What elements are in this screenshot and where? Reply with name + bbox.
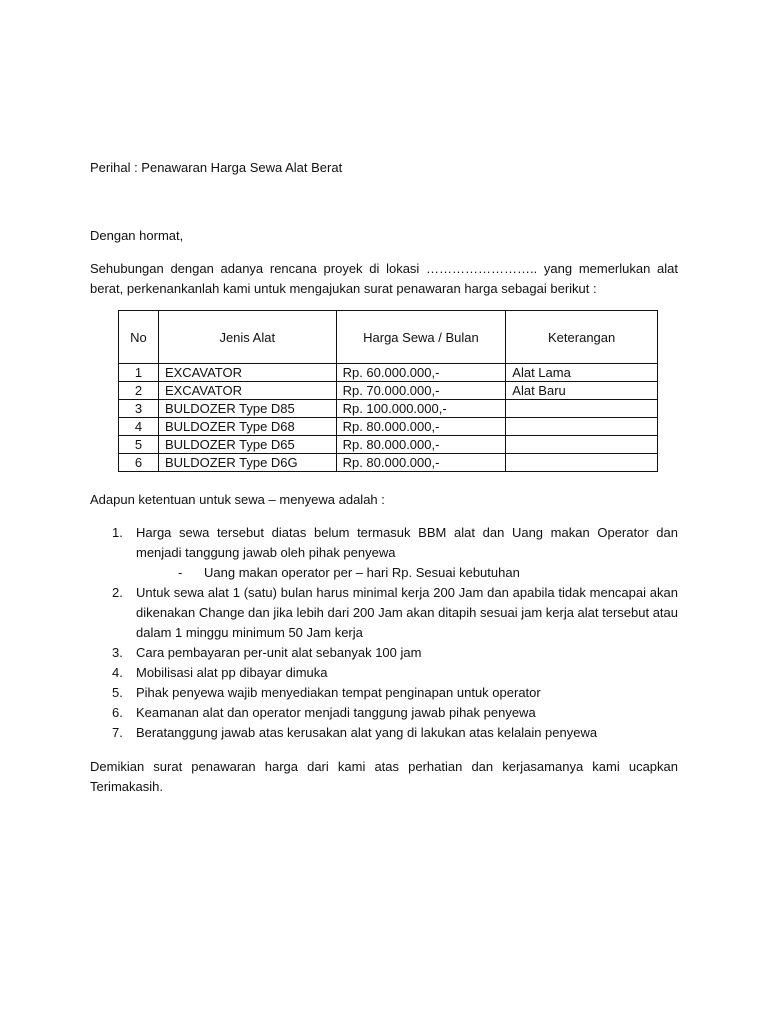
row-jenis-alat: BULDOZER Type D65 xyxy=(158,436,336,454)
item-text: Cara pembayaran per-unit alat sebanyak 100 jam xyxy=(136,645,422,660)
table-row xyxy=(119,418,658,436)
row-keterangan xyxy=(506,418,658,436)
table-row xyxy=(119,364,658,382)
list-item xyxy=(90,703,678,723)
row-no: 4 xyxy=(119,418,159,436)
table-header-row xyxy=(119,311,658,364)
item-number: 2. xyxy=(112,585,123,600)
list-item xyxy=(90,723,678,743)
row-keterangan: Alat Lama xyxy=(506,364,658,382)
item-text: Beratanggung jawab atas kerusakan alat yang di lakukan atas kelalain penyewa xyxy=(136,725,598,740)
item-text: Harga sewa tersebut diatas belum termasuk BBM alat dan Uang makan Operator dan menjadi tanggung jawab oleh pihak penyewa xyxy=(136,525,678,560)
item-number: 4. xyxy=(112,665,123,680)
row-harga: Rp. 80.000.000,- xyxy=(336,418,506,436)
subject-line: Perihal : Penawaran Harga Sewa Alat Berat xyxy=(90,160,343,175)
row-no: 2 xyxy=(119,382,159,400)
item-text: Untuk sewa alat 1 (satu) bulan harus minimal kerja 200 Jam dan apabila tidak mencapai akan dikenakan Change dan jika lebih dari 200 Jam akan ditapih sesuai jam kerja alat tersebut atau dalam 1 minggu minimum 50 Jam kerja xyxy=(136,585,679,640)
row-jenis-alat: BULDOZER Type D68 xyxy=(158,418,336,436)
row-keterangan xyxy=(506,436,658,454)
row-keterangan xyxy=(506,400,658,418)
sub-item-text: Uang makan operator per – hari Rp. Sesuai kebutuhan xyxy=(204,565,520,580)
table-row xyxy=(119,400,658,418)
row-keterangan: Alat Baru xyxy=(506,382,658,400)
row-jenis-alat: BULDOZER Type D85 xyxy=(158,400,336,418)
list-item xyxy=(90,663,678,683)
row-no: 5 xyxy=(119,436,159,454)
closing-paragraph: Demikian surat penawaran harga dari kami atas perhatian dan kerjasamanya kami ucapkan Terimakasih. xyxy=(90,759,678,794)
table-row xyxy=(119,382,658,400)
header-harga-sewa: Harga Sewa / Bulan xyxy=(336,311,506,364)
header-keterangan: Keterangan xyxy=(506,311,658,364)
item-number: 5. xyxy=(112,685,123,700)
item-number: 7. xyxy=(112,725,123,740)
header-no: No xyxy=(119,311,159,364)
row-jenis-alat: EXCAVATOR xyxy=(158,382,336,400)
header-jenis-alat: Jenis Alat xyxy=(158,311,336,364)
row-harga: Rp. 100.000.000,- xyxy=(336,400,506,418)
rental-price-table xyxy=(118,310,658,472)
row-harga: Rp. 70.000.000,- xyxy=(336,382,506,400)
list-item xyxy=(90,643,678,663)
item-text: Keamanan alat dan operator menjadi tanggung jawab pihak penyewa xyxy=(136,705,536,720)
list-item xyxy=(90,683,678,703)
row-jenis-alat: BULDOZER Type D6G xyxy=(158,454,336,472)
table-row xyxy=(119,436,658,454)
terms-list xyxy=(90,523,678,743)
terms-intro: Adapun ketentuan untuk sewa – menyewa adalah : xyxy=(90,492,385,507)
greeting: Dengan hormat, xyxy=(90,228,184,243)
row-jenis-alat: EXCAVATOR xyxy=(158,364,336,382)
row-harga: Rp. 80.000.000,- xyxy=(336,454,506,472)
row-no: 1 xyxy=(119,364,159,382)
list-item xyxy=(90,523,678,583)
item-text: Pihak penyewa wajib menyediakan tempat penginapan untuk operator xyxy=(136,685,541,700)
table-row xyxy=(119,454,658,472)
sub-list-item: - Uang makan operator per – hari Rp. Sesuai kebutuhan xyxy=(178,565,520,580)
item-text: Mobilisasi alat pp dibayar dimuka xyxy=(136,665,328,680)
row-no: 3 xyxy=(119,400,159,418)
item-number: 6. xyxy=(112,705,123,720)
sub-list xyxy=(136,563,678,583)
intro-paragraph: Sehubungan dengan adanya rencana proyek di lokasi …………………….. yang memerlukan alat berat, perkenankanlah kami untuk mengajukan surat penawaran harga sebagai berikut : xyxy=(90,261,678,296)
row-no: 6 xyxy=(119,454,159,472)
row-harga: Rp. 80.000.000,- xyxy=(336,436,506,454)
item-number: 1. xyxy=(112,525,123,540)
item-number: 3. xyxy=(112,645,123,660)
list-item xyxy=(90,583,678,643)
row-harga: Rp. 60.000.000,- xyxy=(336,364,506,382)
row-keterangan xyxy=(506,454,658,472)
